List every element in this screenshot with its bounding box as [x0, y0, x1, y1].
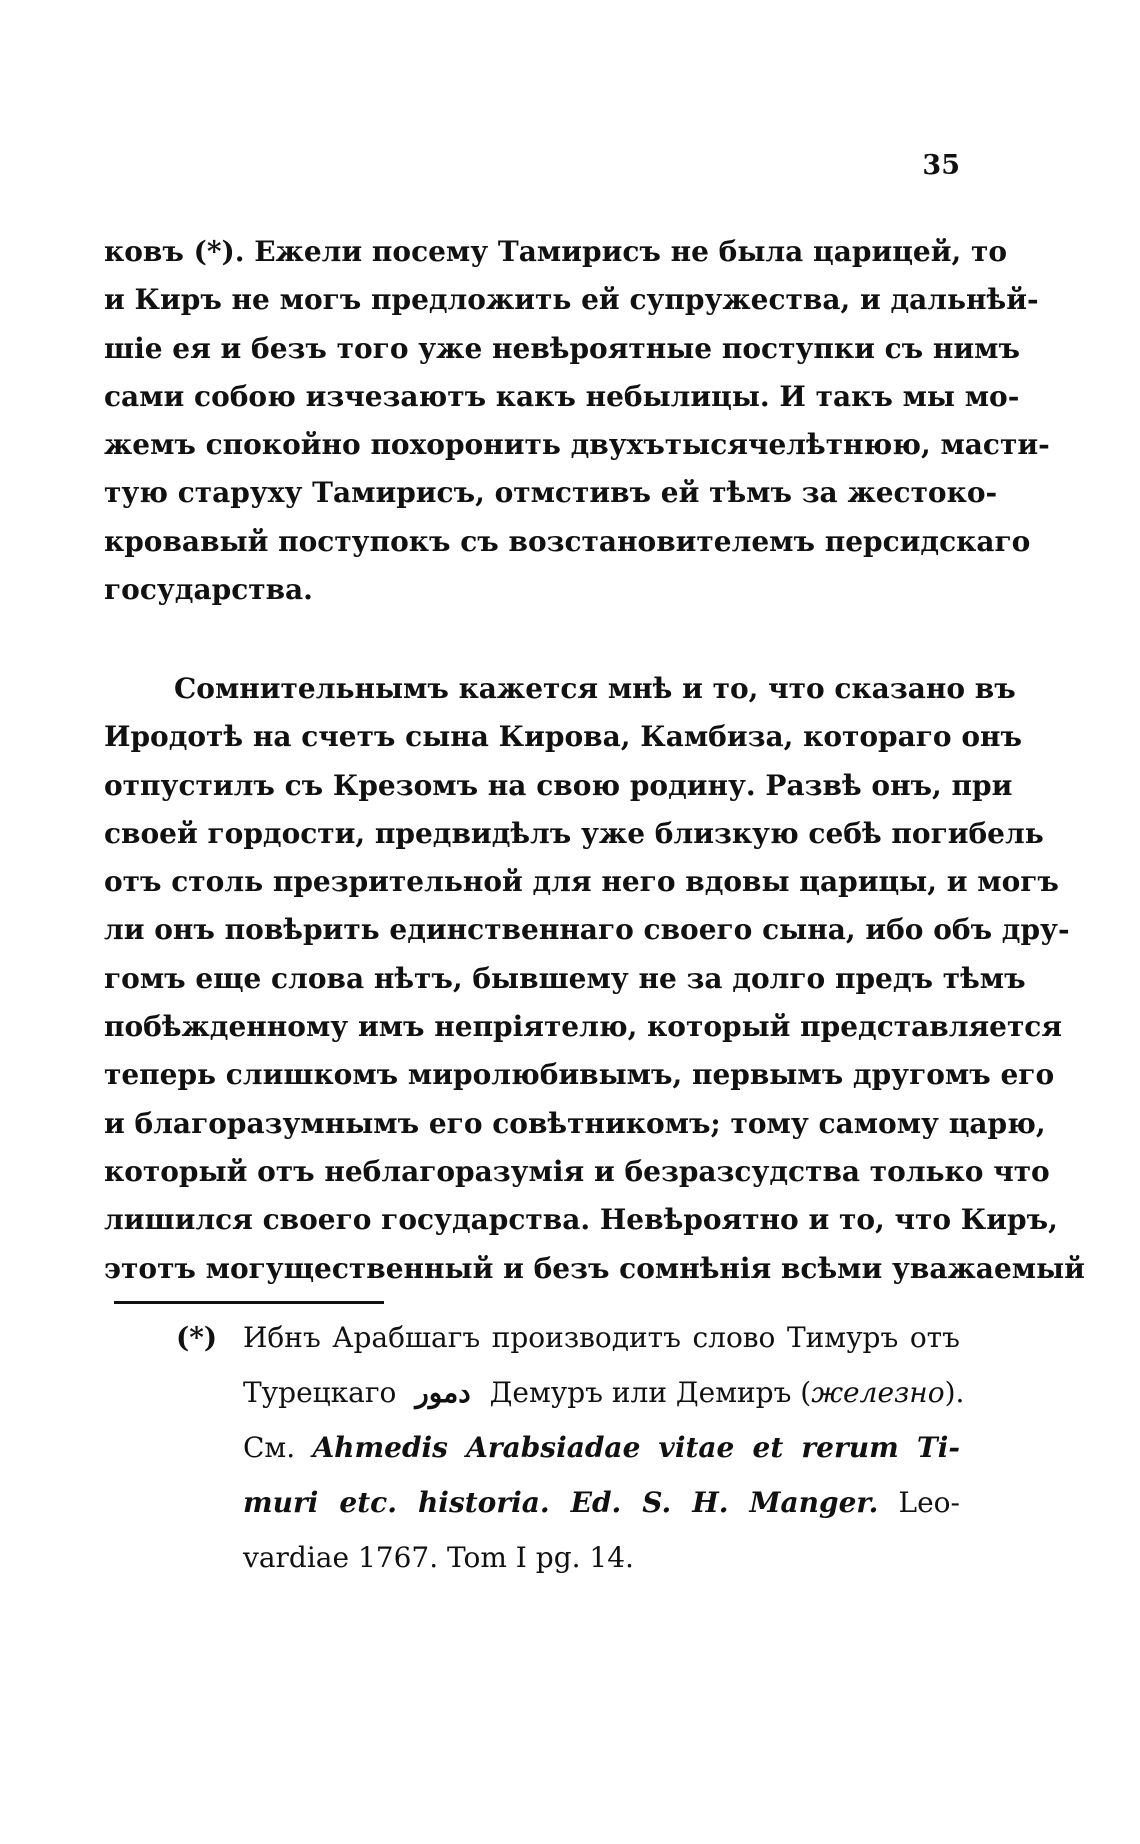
text-line: и Киръ не могъ предложить ей супружества, и дальнѣй-	[104, 283, 1039, 317]
footnote-text: Ибнъ Арабшагъ производитъ слово Тимуръ отъ	[243, 1321, 960, 1354]
text-line: ли онъ повѣрить единственнаго своего сына, ибо объ дру-	[104, 913, 1070, 947]
text-line: Сомнительнымъ кажется мнѣ и то, что сказано въ	[174, 672, 1016, 705]
text-line: своей гордости, предвидѣлъ уже близкую себѣ погибель	[104, 816, 1044, 850]
footnote-text: ).	[944, 1376, 965, 1409]
footnote-line	[176, 1530, 960, 1585]
footnote-text: Турецкаго	[243, 1376, 397, 1409]
text-line: шіе ея и безъ того уже невѣроятные поступки съ нимъ	[104, 331, 1020, 365]
text-line: сами собою изчезаютъ какъ небылицы. И такъ мы мо-	[104, 379, 1020, 413]
footnote-text: Leo-	[898, 1486, 960, 1519]
text-line: этотъ могущественный и безъ сомнѣнія всѣми уважаемый	[104, 1251, 1085, 1285]
arabic-word: دمور	[415, 1376, 471, 1409]
text-line: ковъ (*). Ежели посему Тамирисъ не была царицей, то	[104, 235, 1008, 268]
text-line: отъ столь презрительной для него вдовы царицы, и могъ	[104, 865, 1059, 899]
footnote-rule	[114, 1301, 384, 1304]
text-line: жемъ спокойно похоронить двухътысячелѣтнюю, масти-	[104, 428, 1050, 462]
text-line: государства.	[104, 573, 313, 607]
footnote-line	[176, 1310, 960, 1365]
text-line: теперь слишкомъ миролюбивымъ, первымъ другомъ его	[104, 1058, 1055, 1092]
footnote-line	[176, 1475, 960, 1530]
page-number: 35	[922, 150, 960, 181]
text-line: побѣжденному имъ непріятелю, который представляется	[104, 1010, 1063, 1044]
text-line: Иродотѣ на счетъ сына Кирова, Камбиза, котораго онъ	[104, 720, 1022, 754]
footnote-mark: (*)	[176, 1321, 218, 1354]
footnote	[176, 1310, 965, 1585]
footnote-italic: muri etc. historia. Ed. S. H. Manger.	[243, 1486, 879, 1519]
footnote-italic: Ahmedis Arabsiadae vitae et rerum Ti-	[312, 1431, 960, 1464]
footnote-italic: железно	[811, 1376, 945, 1409]
footnote-text: Демуръ или Демиръ (	[489, 1376, 812, 1409]
footnote-text: См.	[243, 1431, 296, 1464]
text-line: тую старуху Тамирисъ, отмстивъ ей тѣмъ за жестоко-	[104, 476, 998, 510]
footnote-line	[176, 1365, 965, 1420]
footnote-line	[176, 1420, 960, 1475]
text-line: отпустилъ съ Крезомъ на свою родину. Развѣ онъ, при	[104, 768, 1013, 802]
footnote-text: vardiae 1767. Tom I pg. 14.	[243, 1541, 634, 1574]
text-line: и благоразумнымъ его совѣтникомъ; тому самому царю,	[104, 1106, 1046, 1140]
paragraph-continued	[104, 228, 1050, 614]
text-line: гомъ еще слова нѣтъ, бывшему не за долго предъ тѣмъ	[104, 961, 1026, 995]
text-line: кровавый поступокъ съ возстановителемъ персидскаго	[104, 524, 1031, 558]
text-line: который отъ неблагоразумія и безразсудства только что	[104, 1154, 1050, 1188]
text-line: лишился своего государства. Невѣроятно и то, что Киръ,	[104, 1203, 1058, 1237]
paragraph	[104, 665, 1085, 1293]
